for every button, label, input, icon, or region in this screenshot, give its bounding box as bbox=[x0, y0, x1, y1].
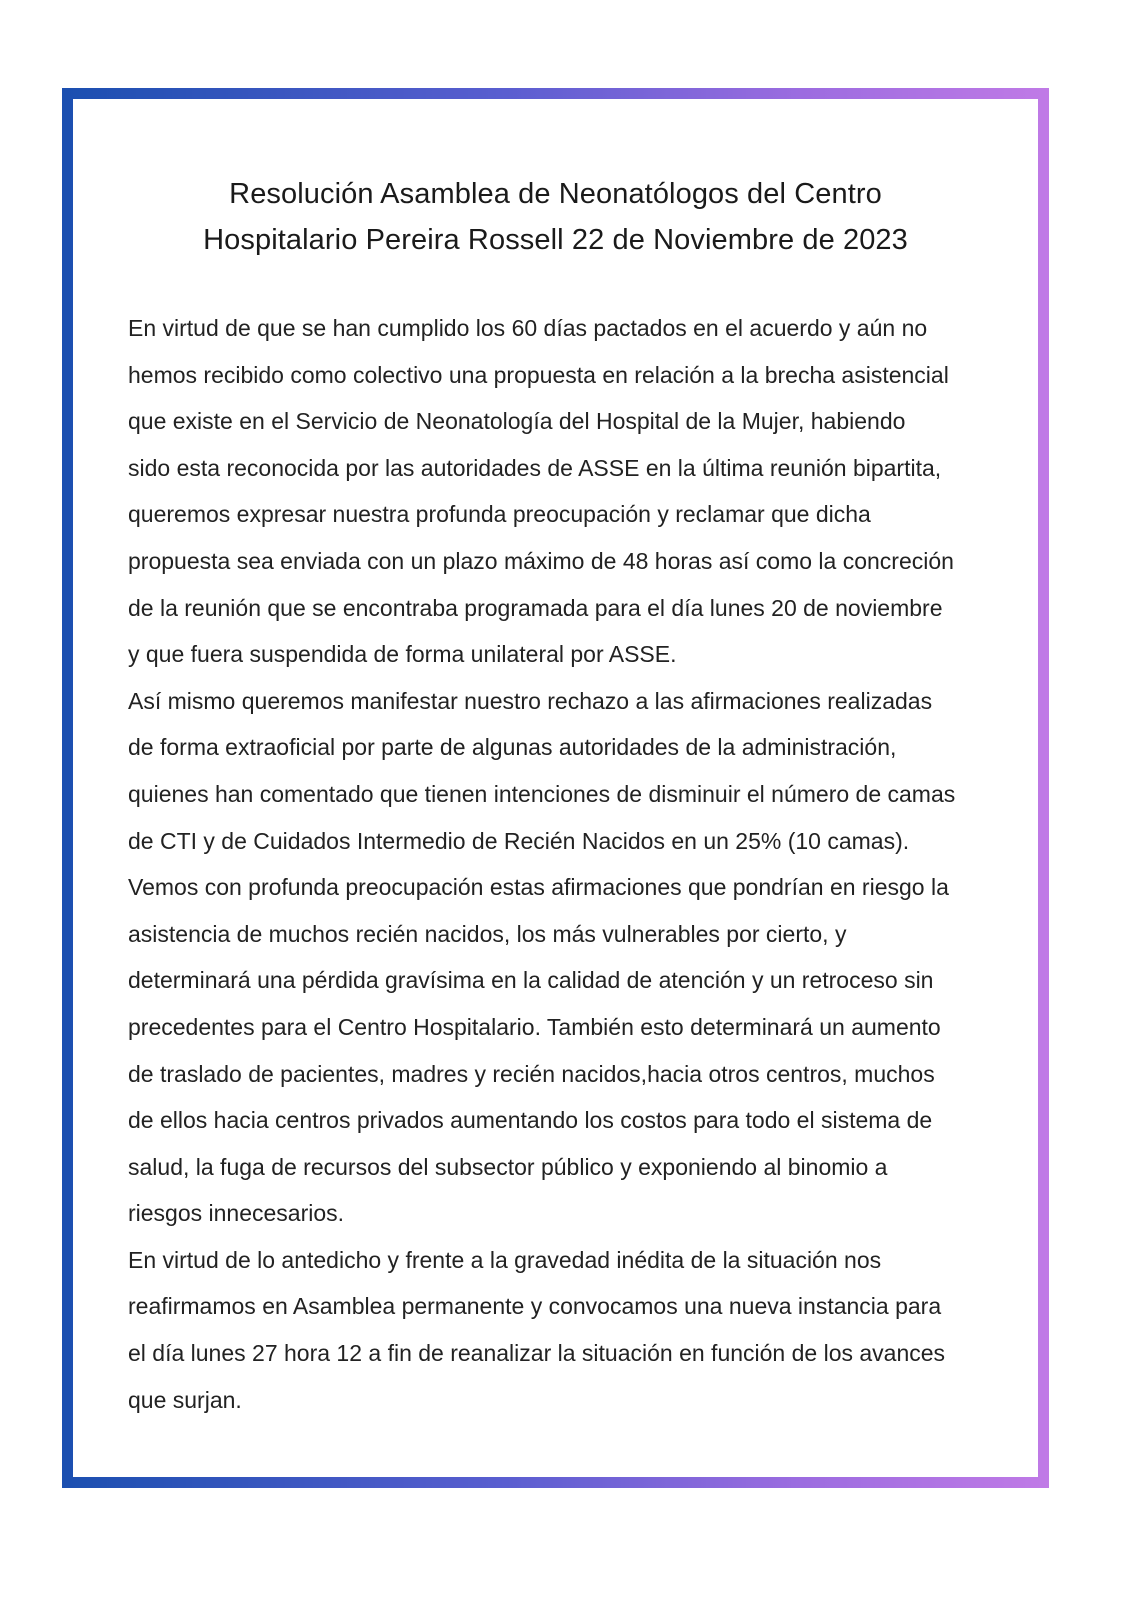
body-line: En virtud de lo antedicho y frente a la gravedad inédita de la situación nos bbox=[128, 1246, 882, 1273]
body-line: de forma extraoficial por parte de algunas autoridades de la administración, bbox=[128, 734, 897, 761]
body-line: de traslado de pacientes, madres y recién nacidos,hacia otros centros, muchos bbox=[128, 1060, 935, 1087]
title-line: Hospitalario Pereira Rossell 22 de Noviembre de 2023 bbox=[203, 224, 908, 256]
title-line: Resolución Asamblea de Neonatólogos del Centro bbox=[229, 178, 882, 210]
body-line: riesgos innecesarios. bbox=[128, 1200, 345, 1227]
document-page bbox=[73, 99, 1038, 1477]
body-line: propuesta sea enviada con un plazo máximo de 48 horas así como la concreción bbox=[128, 547, 954, 574]
body-line: que existe en el Servicio de Neonatología del Hospital de la Mujer, habiendo bbox=[128, 408, 906, 435]
body-line: de la reunión que se encontraba programada para el día lunes 20 de noviembre bbox=[128, 594, 943, 621]
body-line: de ellos hacia centros privados aumentando los costos para todo el sistema de bbox=[128, 1107, 933, 1134]
body-line: asistencia de muchos recién nacidos, los más vulnerables por cierto, y bbox=[128, 920, 847, 947]
document-title bbox=[73, 171, 1038, 263]
body-line: queremos expresar nuestra profunda preocupación y reclamar que dicha bbox=[128, 501, 871, 528]
body-line: precedentes para el Centro Hospitalario. También esto determinará un aumento bbox=[128, 1013, 941, 1040]
body-line: que surjan. bbox=[128, 1386, 242, 1413]
body-line: salud, la fuga de recursos del subsector público y exponiendo al binomio a bbox=[128, 1153, 888, 1180]
body-line: y que fuera suspendida de forma unilateral por ASSE. bbox=[128, 641, 677, 668]
body-line: En virtud de que se han cumplido los 60 días pactados en el acuerdo y aún no bbox=[128, 315, 928, 341]
body-line: Así mismo queremos manifestar nuestro rechazo a las afirmaciones realizadas bbox=[128, 687, 933, 714]
body-line: el día lunes 27 hora 12 a fin de reanalizar la situación en función de los avances bbox=[128, 1340, 946, 1367]
document-body bbox=[128, 305, 998, 1423]
body-line: quienes han comentado que tienen intenciones de disminuir el número de camas bbox=[128, 780, 956, 807]
body-line: Vemos con profunda preocupación estas afirmaciones que pondrían en riesgo la bbox=[128, 874, 949, 901]
body-line: hemos recibido como colectivo una propuesta en relación a la brecha asistencial bbox=[128, 361, 949, 388]
gradient-border-frame bbox=[62, 88, 1049, 1488]
body-line: determinará una pérdida gravísima en la calidad de atención y un retroceso sin bbox=[128, 967, 934, 994]
body-line: de CTI y de Cuidados Intermedio de Recién Nacidos en un 25% (10 camas). bbox=[128, 827, 910, 854]
body-line: reafirmamos en Asamblea permanente y convocamos una nueva instancia para bbox=[128, 1293, 942, 1320]
body-line: sido esta reconocida por las autoridades de ASSE en la última reunión bipartita, bbox=[128, 454, 942, 481]
